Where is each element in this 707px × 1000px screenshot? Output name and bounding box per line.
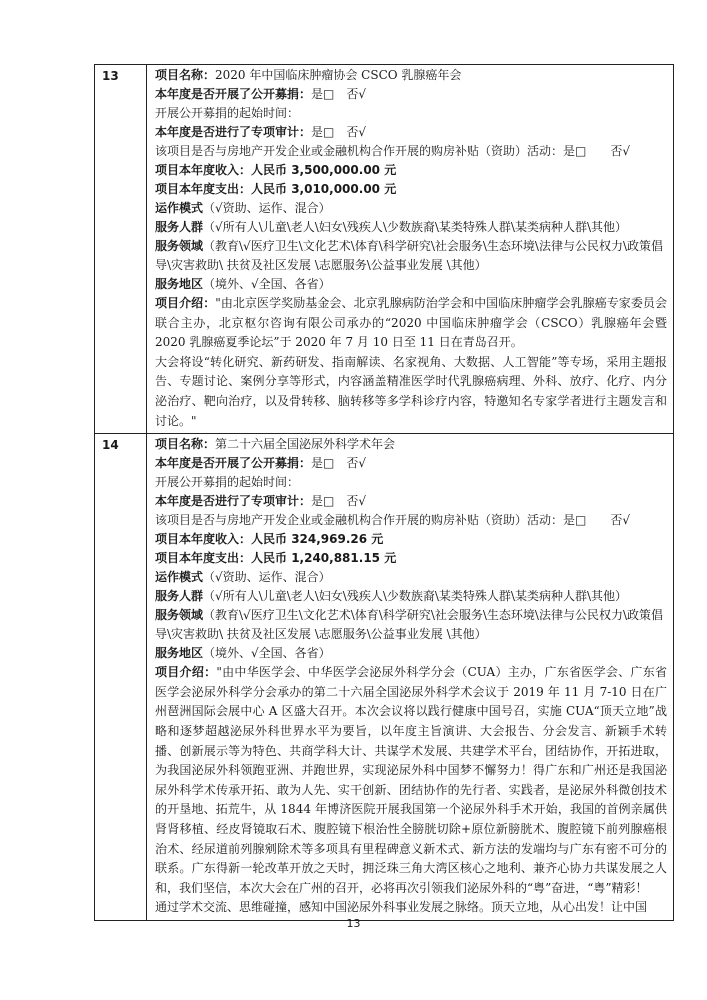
entry-body [147, 434, 674, 921]
entry-body [147, 65, 674, 434]
table-row [95, 434, 674, 921]
service-field-line-2: 导\灾害救助\ 扶贫及社区发展 \志愿服务\公益事业发展 \其他） [155, 627, 487, 642]
project-intro-text: "由中华医学会、中华医学会泌尿外科学分会（CUA）主办，广东省医学会、广东省医学会泌尿外科学分会承办的第二十六届全国泌尿外科学术会议于 2019 年 11 月 7-10 日在广州琶洲国际会展中心 A 区盛大召开。本次会议将以践行健康中国号召，实施 CUA“顶天立地”战略和逐梦超越泌尿外科世界水平为要旨，以年度主旨演讲、大会报告、分会发言、新颖手术转播、创新展示等为特色、共商学科大计、共谋学术发展、共建学术平台，团结协作，开拓进取，为我国泌尿外科领跑亚洲、并跑世界，实现泌尿外科中国梦不懈努力！得广东和广州还是我国泌尿外科学术传承开拓、敢为人先、实干创新、团结协作的先行者、实践者，是泌尿外科微创技术的开垦地、拓荒牛，从 1844 年博济医院开展我国第一个泌尿外科手术开始，我国的首例亲属供肾肾移植、经皮肾镜取石术、腹腔镜下根治性全膀胱切除+原位新膀胱术、腹腔镜下前列腺癌根治术、经尿道前列腺剜除术等多项具有里程碑意义新术式、新方法的发端均与广东有密不可分的联系。广东得新一轮改革开放之天时，拥泛珠三角大湾区核心之地利、兼齐心协力共谋发展之人和，我们坚信，本次大会在广州的召开，必将再次引领我们泌尿外科的“粤”奋进，“粤”精彩！ [155, 665, 667, 895]
housing-subsidy-line: 该项目是否与房地产开发企业或金融机构合作开展的购房补贴（资助）活动：是□ 否√ [155, 513, 630, 528]
special-audit-value: 是□ 否√ [311, 494, 367, 509]
annual-expense-line [155, 549, 667, 568]
entry-number: 14 [95, 434, 147, 921]
project-name-line [155, 66, 667, 85]
annual-income-label: 项目本年度收入： [155, 163, 252, 177]
operation-mode-label: 运作模式 [155, 201, 204, 215]
special-audit-label: 本年度是否进行了专项审计： [155, 125, 312, 139]
annual-income-label: 项目本年度收入： [155, 532, 252, 547]
service-crowd-label: 服务人群 [155, 220, 204, 234]
operation-mode-line [155, 199, 667, 218]
special-audit-label: 本年度是否进行了专项审计： [155, 494, 312, 509]
project-intro-continued: 通过学术交流、思维碰撞，感知中国泌尿外科事业发展之脉络。顶天立地，从心出发！让中国 [155, 900, 648, 915]
operation-mode-value: （√资助、运作、混合） [203, 570, 331, 585]
service-crowd-value: （√所有人\儿童\老人\妇女\残疾人\少数族裔\某类特殊人群\某类病种人群\其他） [203, 220, 628, 234]
project-name-label: 项目名称： [155, 68, 216, 82]
service-area-line [155, 644, 667, 663]
annual-income-value: 人民币 324,969.26 元 [251, 532, 384, 547]
annual-expense-value: 人民币 1,240,881.15 元 [251, 551, 397, 566]
project-name-label: 项目名称： [155, 437, 216, 452]
public-fundraising-line [155, 454, 667, 473]
annual-expense-label: 项目本年度支出： [155, 182, 252, 196]
special-audit-value: 是□ 否√ [311, 125, 367, 139]
project-table [94, 64, 674, 921]
project-name-value: 2020 年中国临床肿瘤协会 CSCO 乳腺癌年会 [215, 68, 462, 82]
public-fundraising-label: 本年度是否开展了公开募捐： [155, 87, 312, 101]
public-fundraising-value: 是□ 否√ [311, 87, 367, 101]
project-intro [155, 663, 667, 898]
operation-mode-value: （√资助、运作、混合） [203, 201, 331, 215]
service-field-line [155, 237, 667, 256]
service-area-value: （境外、√全国、各省） [203, 646, 331, 661]
fundraising-start-time: 开展公开募捐的起始时间： [155, 106, 300, 120]
project-intro-text: "由北京医学奖励基金会、北京乳腺病防治学会和中国临床肿瘤学会乳腺癌专家委员会联合主办，北京枢尔咨询有限公司承办的“2020 中国临床肿瘤学会（CSCO）乳腺癌年会暨 2020 乳腺癌夏季论坛”于 2020 年 7 月 10 日至 11 日在青岛召开。 [155, 296, 667, 350]
service-crowd-line [155, 218, 667, 237]
annual-income-value: 人民币 3,500,000.00 元 [251, 163, 397, 177]
page-number: 13 [346, 917, 361, 930]
project-intro [155, 294, 667, 353]
public-fundraising-value: 是□ 否√ [311, 456, 367, 471]
fundraising-start-time: 开展公开募捐的起始时间： [155, 475, 300, 490]
service-area-label: 服务地区 [155, 646, 204, 661]
special-audit-line [155, 492, 667, 511]
annual-expense-value: 人民币 3,010,000.00 元 [251, 182, 397, 196]
project-intro-continued: 大会将设“转化研究、新药研发、指南解读、名家视角、大数据、人工智能”等专场，采用主题报告、专题讨论、案例分享等形式，内容涵盖精准医学时代乳腺癌病理、外科、放疗、化疗、内分泌治疗、靶向治疗，以及骨转移、脑转移等多学科诊疗内容，特邀知名专家学者进行主题发言和讨论。" [155, 354, 667, 428]
public-fundraising-line [155, 85, 667, 104]
project-name-value: 第二十六届全国泌尿外科学术年会 [215, 437, 396, 452]
service-crowd-label: 服务人群 [155, 589, 204, 604]
project-intro-label: 项目介绍： [155, 665, 217, 680]
annual-expense-label: 项目本年度支出： [155, 551, 252, 566]
project-name-line [155, 435, 667, 454]
service-field-value: （教育\√医疗卫生\文化艺术\体育\科学研究\社会服务\生态环境\法律与公民权力\政策倡 [203, 239, 664, 253]
service-area-label: 服务地区 [155, 277, 204, 291]
entry-number: 13 [95, 65, 147, 434]
public-fundraising-label: 本年度是否开展了公开募捐： [155, 456, 312, 471]
annual-expense-line [155, 180, 667, 199]
table-row [95, 65, 674, 434]
operation-mode-label: 运作模式 [155, 570, 204, 585]
special-audit-line [155, 123, 667, 142]
housing-subsidy-line: 该项目是否与房地产开发企业或金融机构合作开展的购房补贴（资助）活动：是□ 否√ [155, 144, 630, 158]
service-crowd-line [155, 587, 667, 606]
annual-income-line [155, 530, 667, 549]
operation-mode-line [155, 568, 667, 587]
project-intro-label: 项目介绍： [155, 296, 216, 310]
service-field-line [155, 606, 667, 625]
service-field-label: 服务领域 [155, 239, 204, 253]
service-field-value: （教育\√医疗卫生\文化艺术\体育\科学研究\社会服务\生态环境\法律与公民权力\政策倡 [203, 608, 664, 623]
service-crowd-value: （√所有人\儿童\老人\妇女\残疾人\少数族裔\某类特殊人群\某类病种人群\其他） [203, 589, 628, 604]
service-area-line [155, 275, 667, 294]
annual-income-line [155, 161, 667, 180]
service-area-value: （境外、√全国、各省） [203, 277, 331, 291]
service-field-line-2: 导\灾害救助\ 扶贫及社区发展 \志愿服务\公益事业发展 \其他） [155, 258, 487, 272]
service-field-label: 服务领域 [155, 608, 204, 623]
